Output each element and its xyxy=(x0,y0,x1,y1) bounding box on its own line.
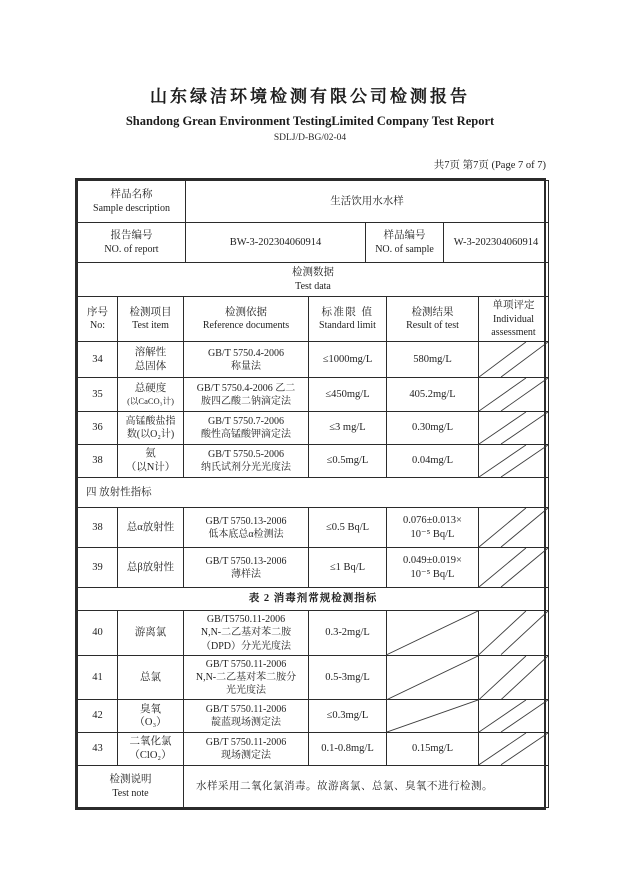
row-assessment xyxy=(479,655,549,700)
row-assessment xyxy=(479,445,549,478)
row-ref: GB/T 5750.11-2006 靛蓝现场测定法 xyxy=(184,700,309,733)
row-item: 总β放射性 xyxy=(118,548,184,588)
row-limit: ≤3 mg/L xyxy=(309,412,387,445)
table-row xyxy=(78,378,549,412)
table-row xyxy=(78,611,549,656)
report-no-label: 报告编号 NO. of report xyxy=(78,223,186,263)
row-result xyxy=(387,700,479,733)
row-item: 二氧化氯 （ClO₂） xyxy=(118,733,184,766)
row-item: 高锰酸盐指 数(以O₂计) xyxy=(118,412,184,445)
sample-description-label: 样品名称 Sample description xyxy=(78,181,186,223)
row-assessment xyxy=(479,342,549,378)
row-ref: GB/T 5750.4-2006 称量法 xyxy=(184,342,309,378)
row-no: 43 xyxy=(78,733,118,766)
row-result xyxy=(387,611,479,656)
diagonal-slash-icon xyxy=(387,611,478,655)
row-result: 580mg/L xyxy=(387,342,479,378)
diagonal-slash-icon xyxy=(479,548,548,587)
row-result: 0.049±0.019× 10⁻⁵ Bq/L xyxy=(387,548,479,588)
page-subtitle: Shandong Grean Environment TestingLimited Company Test Report xyxy=(125,114,495,128)
row-limit: ≤0.5 Bq/L xyxy=(309,508,387,548)
section-table2: 表 2 消毒剂常规检测指标 xyxy=(78,588,549,611)
diagonal-slash-icon xyxy=(479,611,548,655)
diagonal-slash-icon xyxy=(479,508,548,547)
row-no: 40 xyxy=(78,611,118,656)
table-row xyxy=(78,766,549,808)
doc-code: SDLJ/D-BG/02-04 xyxy=(273,133,347,143)
diagonal-slash-icon xyxy=(479,342,548,377)
sample-description-value: 生活饮用水水样 xyxy=(186,181,549,223)
row-ref: GB/T 5750.5-2006 纳氏试剂分光光度法 xyxy=(184,445,309,478)
report-table xyxy=(75,178,546,810)
section-row xyxy=(78,588,549,611)
row-result: 0.30mg/L xyxy=(387,412,479,445)
col-header-item: 检测项目 Test item xyxy=(118,297,184,342)
row-no: 35 xyxy=(78,378,118,412)
test-note-text: 水样采用二氧化氯消毒。故游离氯、总氯、臭氧不进行检测。 xyxy=(184,766,549,808)
table-row xyxy=(78,700,549,733)
col-header-ref: 检测依据 Reference documents xyxy=(184,297,309,342)
diagonal-slash-icon xyxy=(479,700,548,732)
row-result: 405.2mg/L xyxy=(387,378,479,412)
section-row xyxy=(78,478,549,508)
row-limit: 0.1-0.8mg/L xyxy=(309,733,387,766)
table-row xyxy=(78,342,549,378)
row-no: 38 xyxy=(78,508,118,548)
sample-no-label: 样品编号 NO. of sample xyxy=(366,223,444,263)
row-item: 臭氧 （O₃） xyxy=(118,700,184,733)
row-ref: GB/T 5750.7-2006 酸性高锰酸钾滴定法 xyxy=(184,412,309,445)
row-assessment xyxy=(479,378,549,412)
row-ref: GB/T 5750.13-2006 薄样法 xyxy=(184,548,309,588)
row-no: 42 xyxy=(78,700,118,733)
row-limit: ≤450mg/L xyxy=(309,378,387,412)
test-data-table xyxy=(77,296,549,808)
row-item: 游离氯 xyxy=(118,611,184,656)
row-result xyxy=(387,655,479,700)
diagonal-slash-icon xyxy=(387,656,478,700)
row-limit: ≤1000mg/L xyxy=(309,342,387,378)
report-no-value: BW-3-202304060914 xyxy=(186,223,366,263)
section-radioactivity: 四 放射性指标 xyxy=(78,478,549,508)
row-assessment xyxy=(479,548,549,588)
page-title: 山东绿洁环境检测有限公司检测报告 xyxy=(150,87,470,106)
row-ref: GB/T 5750.4-2006 乙二 胺四乙酸二钠滴定法 xyxy=(184,378,309,412)
col-header-no: 序号 No: xyxy=(78,297,118,342)
row-assessment xyxy=(479,611,549,656)
diagonal-slash-icon xyxy=(479,656,548,700)
col-header-limit: 标准限 值 Standard limit xyxy=(309,297,387,342)
row-result: 0.04mg/L xyxy=(387,445,479,478)
row-ref: GB/T 5750.13-2006 低本底总α检测法 xyxy=(184,508,309,548)
row-ref: GB/T 5750.11-2006 N,N-二乙基对苯二胺分 光光度法 xyxy=(184,655,309,700)
row-item: 溶解性 总固体 xyxy=(118,342,184,378)
row-limit: 0.5-3mg/L xyxy=(309,655,387,700)
row-no: 36 xyxy=(78,412,118,445)
row-no: 39 xyxy=(78,548,118,588)
diagonal-slash-icon xyxy=(479,733,548,765)
row-result: 0.076±0.013× 10⁻⁵ Bq/L xyxy=(387,508,479,548)
table-row xyxy=(78,412,549,445)
row-ref: GB/T5750.11-2006 N,N-二乙基对苯二胺 （DPD）分光光度法 xyxy=(184,611,309,656)
col-header-result: 检测结果 Result of test xyxy=(387,297,479,342)
row-item: 总α放射性 xyxy=(118,508,184,548)
table-row xyxy=(78,655,549,700)
row-no: 41 xyxy=(78,655,118,700)
row-ref: GB/T 5750.11-2006 现场测定法 xyxy=(184,733,309,766)
row-assessment xyxy=(479,700,549,733)
row-limit: ≤1 Bq/L xyxy=(309,548,387,588)
row-assessment xyxy=(479,508,549,548)
test-data-heading: 检测数据 Test data xyxy=(78,263,549,297)
row-limit: ≤0.5mg/L xyxy=(309,445,387,478)
table-row xyxy=(78,181,549,223)
row-assessment xyxy=(479,412,549,445)
test-note-label: 检测说明 Test note xyxy=(78,766,184,808)
table-row xyxy=(78,733,549,766)
row-no: 38 xyxy=(78,445,118,478)
diagonal-slash-icon xyxy=(387,700,478,732)
table-row xyxy=(78,263,549,297)
row-limit: ≤0.3mg/L xyxy=(309,700,387,733)
row-result: 0.15mg/L xyxy=(387,733,479,766)
row-item: 总氯 xyxy=(118,655,184,700)
sample-info-table xyxy=(77,180,549,297)
row-no: 34 xyxy=(78,342,118,378)
row-item: 氨 （以N计） xyxy=(118,445,184,478)
diagonal-slash-icon xyxy=(479,412,548,444)
table-row xyxy=(78,548,549,588)
col-header-assessment: 单项评定 Individual assessment xyxy=(479,297,549,342)
sample-no-value: W-3-202304060914 xyxy=(444,223,549,263)
table-row xyxy=(78,445,549,478)
table-row xyxy=(78,508,549,548)
table-row xyxy=(78,223,549,263)
page-number-info: 共7页 第7页 (Page 7 of 7) xyxy=(433,160,546,171)
row-assessment xyxy=(479,733,549,766)
column-header-row xyxy=(78,297,549,342)
diagonal-slash-icon xyxy=(479,378,548,411)
row-limit: 0.3-2mg/L xyxy=(309,611,387,656)
diagonal-slash-icon xyxy=(479,445,548,477)
row-item: 总硬度 (以CaCO₃计) xyxy=(118,378,184,412)
